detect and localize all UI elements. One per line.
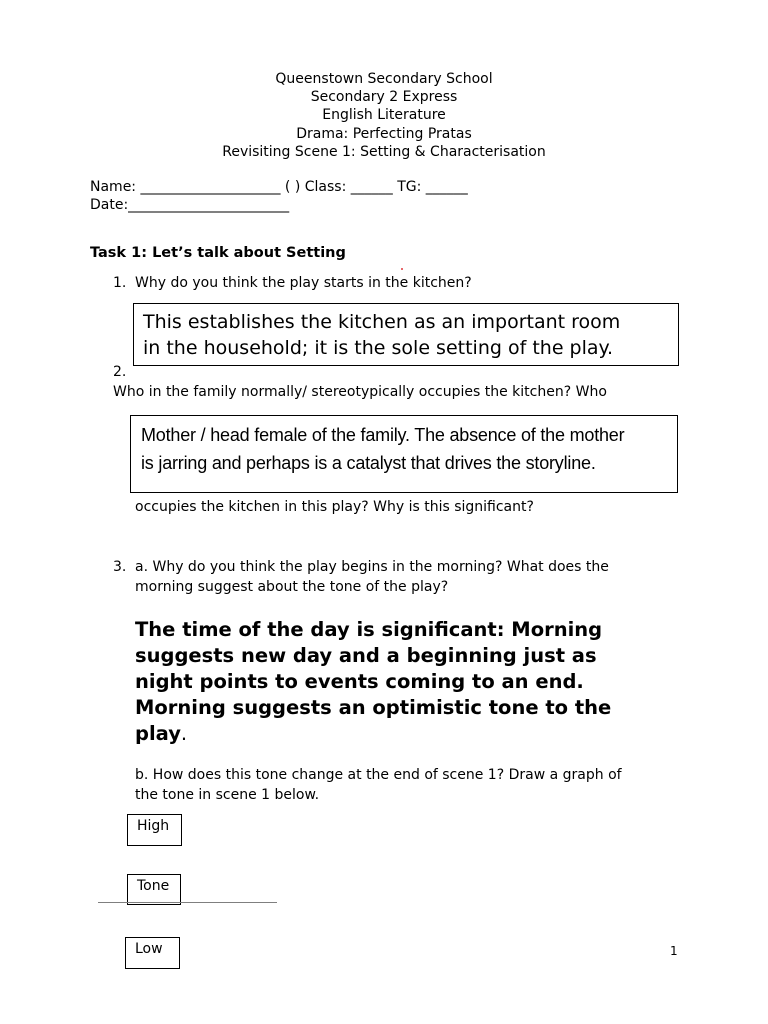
q2-answer-line: is jarring and perhaps is a catalyst that drives the storyline. bbox=[141, 453, 596, 473]
task1-title: Task 1: Let’s talk about Setting bbox=[90, 245, 346, 261]
page-number: 1 bbox=[670, 944, 678, 958]
class-level: Secondary 2 Express bbox=[310, 89, 458, 106]
graph-axis-line bbox=[98, 902, 277, 903]
q3a-answer bbox=[135, 617, 655, 747]
q3a-answer-period: . bbox=[180, 722, 188, 745]
name-class-tg-line: Name: ____________________ ( ) Class: ______ TG: ______ bbox=[90, 179, 468, 195]
graph-tone-label: Tone bbox=[127, 874, 181, 905]
q3a-answer-line: Morning suggests an optimistic tone to the bbox=[135, 696, 612, 719]
q3b-question-line1: b. How does this tone change at the end of scene 1? Draw a graph of bbox=[135, 767, 622, 783]
q3a-question-line2: morning suggest about the tone of the play? bbox=[135, 579, 449, 595]
graph-high-label: High bbox=[127, 814, 182, 846]
q1-question: Why do you think the play starts in the kitchen? bbox=[135, 275, 472, 291]
q3b-question-line2: the tone in scene 1 below. bbox=[135, 787, 320, 803]
q3-number: 3. bbox=[113, 559, 127, 575]
q3a-answer-line: suggests new day and a beginning just as bbox=[135, 644, 597, 667]
q3a-question-line1: a. Why do you think the play begins in the morning? What does the bbox=[135, 559, 609, 575]
q1-number: 1. bbox=[113, 275, 127, 291]
q2-question-part2: occupies the kitchen in this play? Why is this significant? bbox=[135, 499, 534, 515]
q2-question-part1: Who in the family normally/ stereotypically occupies the kitchen? Who bbox=[113, 384, 607, 400]
date-line: Date:_______________________ bbox=[90, 197, 290, 213]
q3a-answer-line: play bbox=[135, 722, 181, 745]
subject-name: English Literature bbox=[322, 107, 446, 124]
stray-mark bbox=[401, 268, 403, 270]
q2-answer-box[interactable] bbox=[130, 415, 678, 493]
school-name: Queenstown Secondary School bbox=[275, 71, 493, 87]
q2-number: 2. bbox=[113, 364, 127, 380]
worksheet-topic: Revisiting Scene 1: Setting & Characterisation bbox=[222, 143, 546, 160]
q1-answer-line: in the household; it is the sole setting of the play. bbox=[143, 337, 614, 359]
q2-answer-line: Mother / head female of the family. The absence of the mother bbox=[141, 425, 625, 445]
document-header bbox=[0, 70, 768, 161]
q3a-answer-line: night points to events coming to an end. bbox=[135, 670, 584, 693]
drama-title: Drama: Perfecting Pratas bbox=[296, 125, 472, 142]
graph-low-label: Low bbox=[125, 937, 180, 969]
q1-answer-line: This establishes the kitchen as an important room bbox=[143, 311, 621, 333]
q1-answer-box[interactable] bbox=[133, 303, 679, 366]
q3a-answer-line: The time of the day is significant: Morning bbox=[135, 618, 603, 641]
